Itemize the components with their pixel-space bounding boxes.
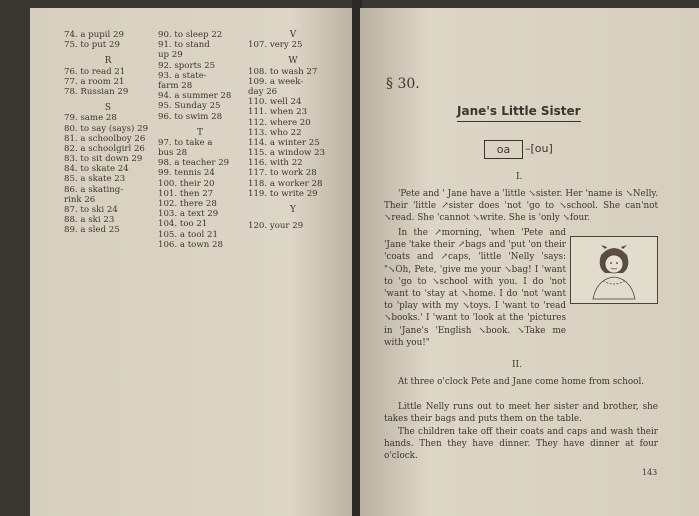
vocab-entry: 106. a town 28 xyxy=(158,239,223,250)
vocab-entry: 98. a teacher 29 xyxy=(158,158,230,169)
alphabet-letter-heading: V xyxy=(289,30,297,40)
vocab-entry: 114. a winter 25 xyxy=(248,137,320,148)
paragraph-3: At three o'clock Pete and Jane come home from school. xyxy=(398,377,645,387)
alphabet-letter-heading: W xyxy=(288,56,298,67)
vocab-entry: 119. to write 29 xyxy=(248,188,318,199)
vocab-entry: 74. a pupil 29 xyxy=(64,30,124,40)
vocab-entry: 112. where 20 xyxy=(248,117,311,128)
alphabet-letter-heading: Y xyxy=(290,205,296,215)
section-number: § 30. xyxy=(386,76,420,92)
page-number: 143 xyxy=(642,468,658,477)
vocab-entry: 75. to put 29 xyxy=(64,40,120,51)
vocab-entry: 81. a schoolboy 26 xyxy=(64,133,146,144)
alphabet-letter-heading: T xyxy=(196,127,203,138)
vocab-entry: 108. to wash 27 xyxy=(248,66,318,77)
paragraph-5: The children take off their coats and caps and wash their hands. Then they have dinner. They have dinner at four o'clock. xyxy=(384,427,658,462)
vocab-entry: 107. very 25 xyxy=(248,40,303,51)
vocab-entry: 76. to read 21 xyxy=(64,66,126,77)
vocab-column-2 xyxy=(158,30,242,250)
vocab-entry: 115. a window 23 xyxy=(248,148,326,159)
vocab-entry: farm 28 xyxy=(158,80,193,91)
vocab-entry: 92. sports 25 xyxy=(158,60,216,71)
vocab-column-3 xyxy=(248,30,338,231)
vocab-entry: 89. a sled 25 xyxy=(64,225,120,236)
vocab-entry: 102. there 28 xyxy=(158,199,217,209)
vocab-entry: 116. with 22 xyxy=(248,158,303,169)
vocab-entry: 87. to ski 24 xyxy=(64,205,118,215)
part-two-heading: II. xyxy=(512,360,522,370)
vocab-entry: 105. a tool 21 xyxy=(158,229,218,240)
vocab-entry: bus 28 xyxy=(158,148,188,159)
vocab-entry: 120. your 29 xyxy=(248,221,304,232)
paragraph-2: In the ↗morning, 'when 'Pete and 'Jane 'take their ↗bags and 'put 'on their 'coats and ↗caps, 'little 'Nelly 'says: "↘Oh, Pete, 'give me your ↘bag! I 'want to 'go to ↘school with you. I do 'not 'want to 'stay at ↘home. I do 'not 'want to 'play with my ↘toys. I 'want to 'read ↘books.' I 'want to 'look at the 'pictures in 'Jane's 'English ↘book. ↘Take me with you!" xyxy=(384,228,566,348)
vocab-entry: 113. who 22 xyxy=(248,127,302,138)
vocab-entry: 103. a text 29 xyxy=(158,209,219,220)
vocab-entry: 82. a schoolgirl 26 xyxy=(64,143,145,154)
vocab-entry: 99. tennis 24 xyxy=(158,168,215,179)
vocab-entry: 95. Sunday 25 xyxy=(158,101,221,112)
vocab-entry: 117. to work 28 xyxy=(248,168,317,179)
vocab-entry: 110. well 24 xyxy=(248,97,302,108)
vocab-entry: 94. a summer 28 xyxy=(158,91,232,102)
paragraph-4: Little Nelly runs out to meet her sister and brother, she takes their bags and puts them on the table. xyxy=(384,402,658,425)
vocab-entry: 84. to skate 24 xyxy=(64,164,129,175)
vocab-entry: 77. a room 21 xyxy=(64,76,125,87)
vocab-entry: 78. Russian 29 xyxy=(64,86,129,97)
vocab-entry: 88. a ski 23 xyxy=(64,215,115,226)
vocab-entry: 91. to stand xyxy=(158,40,210,51)
vocab-entry: 86. a skating- xyxy=(64,184,124,195)
part-one-heading: I. xyxy=(516,172,523,182)
letter-combination-box: oa xyxy=(484,140,523,159)
vocab-entry: 93. a state- xyxy=(158,70,207,81)
vocab-entry: 101. then 27 xyxy=(158,188,214,199)
alphabet-letter-heading: R xyxy=(104,56,112,67)
vocab-entry: 90. to sleep 22 xyxy=(158,30,223,40)
vocab-entry: 104. too 21 xyxy=(158,219,208,230)
vocab-column-1 xyxy=(64,30,152,236)
vocab-entry: 96. to swim 28 xyxy=(158,111,223,122)
vocab-entry: rink 26 xyxy=(64,194,96,205)
paragraph-1: 'Pete and ' Jane have a 'little ↘sister. Her 'name is ↘Nelly. Their 'little ↗sister does 'not 'go to ↘school. She can'not ↘read. She 'cannot ↘write. She is 'only ↘four. xyxy=(384,189,658,224)
alphabet-letter-heading: S xyxy=(104,103,112,114)
vocab-entry: 100. their 20 xyxy=(158,178,215,189)
vocab-entry: 111. when 23 xyxy=(248,107,308,118)
vocab-entry: up 29 xyxy=(158,50,183,61)
vocab-entry: 97. to take a xyxy=(158,137,213,148)
vocab-entry: 79. same 28 xyxy=(64,113,117,124)
vocab-entry: 83. to sit down 29 xyxy=(64,154,143,165)
vocab-entry: 109. a week- xyxy=(248,76,304,87)
lesson-title: Jane's Little Sister xyxy=(457,104,581,122)
vocab-entry: 118. a worker 28 xyxy=(248,178,323,189)
phonetic-transcription: –[ou] xyxy=(525,142,553,155)
vocab-entry: 85. a skate 23 xyxy=(64,174,126,185)
vocab-entry: 80. to say (says) 29 xyxy=(64,123,149,134)
girl-illustration xyxy=(570,236,658,304)
vocab-entry: day 26 xyxy=(248,86,278,97)
